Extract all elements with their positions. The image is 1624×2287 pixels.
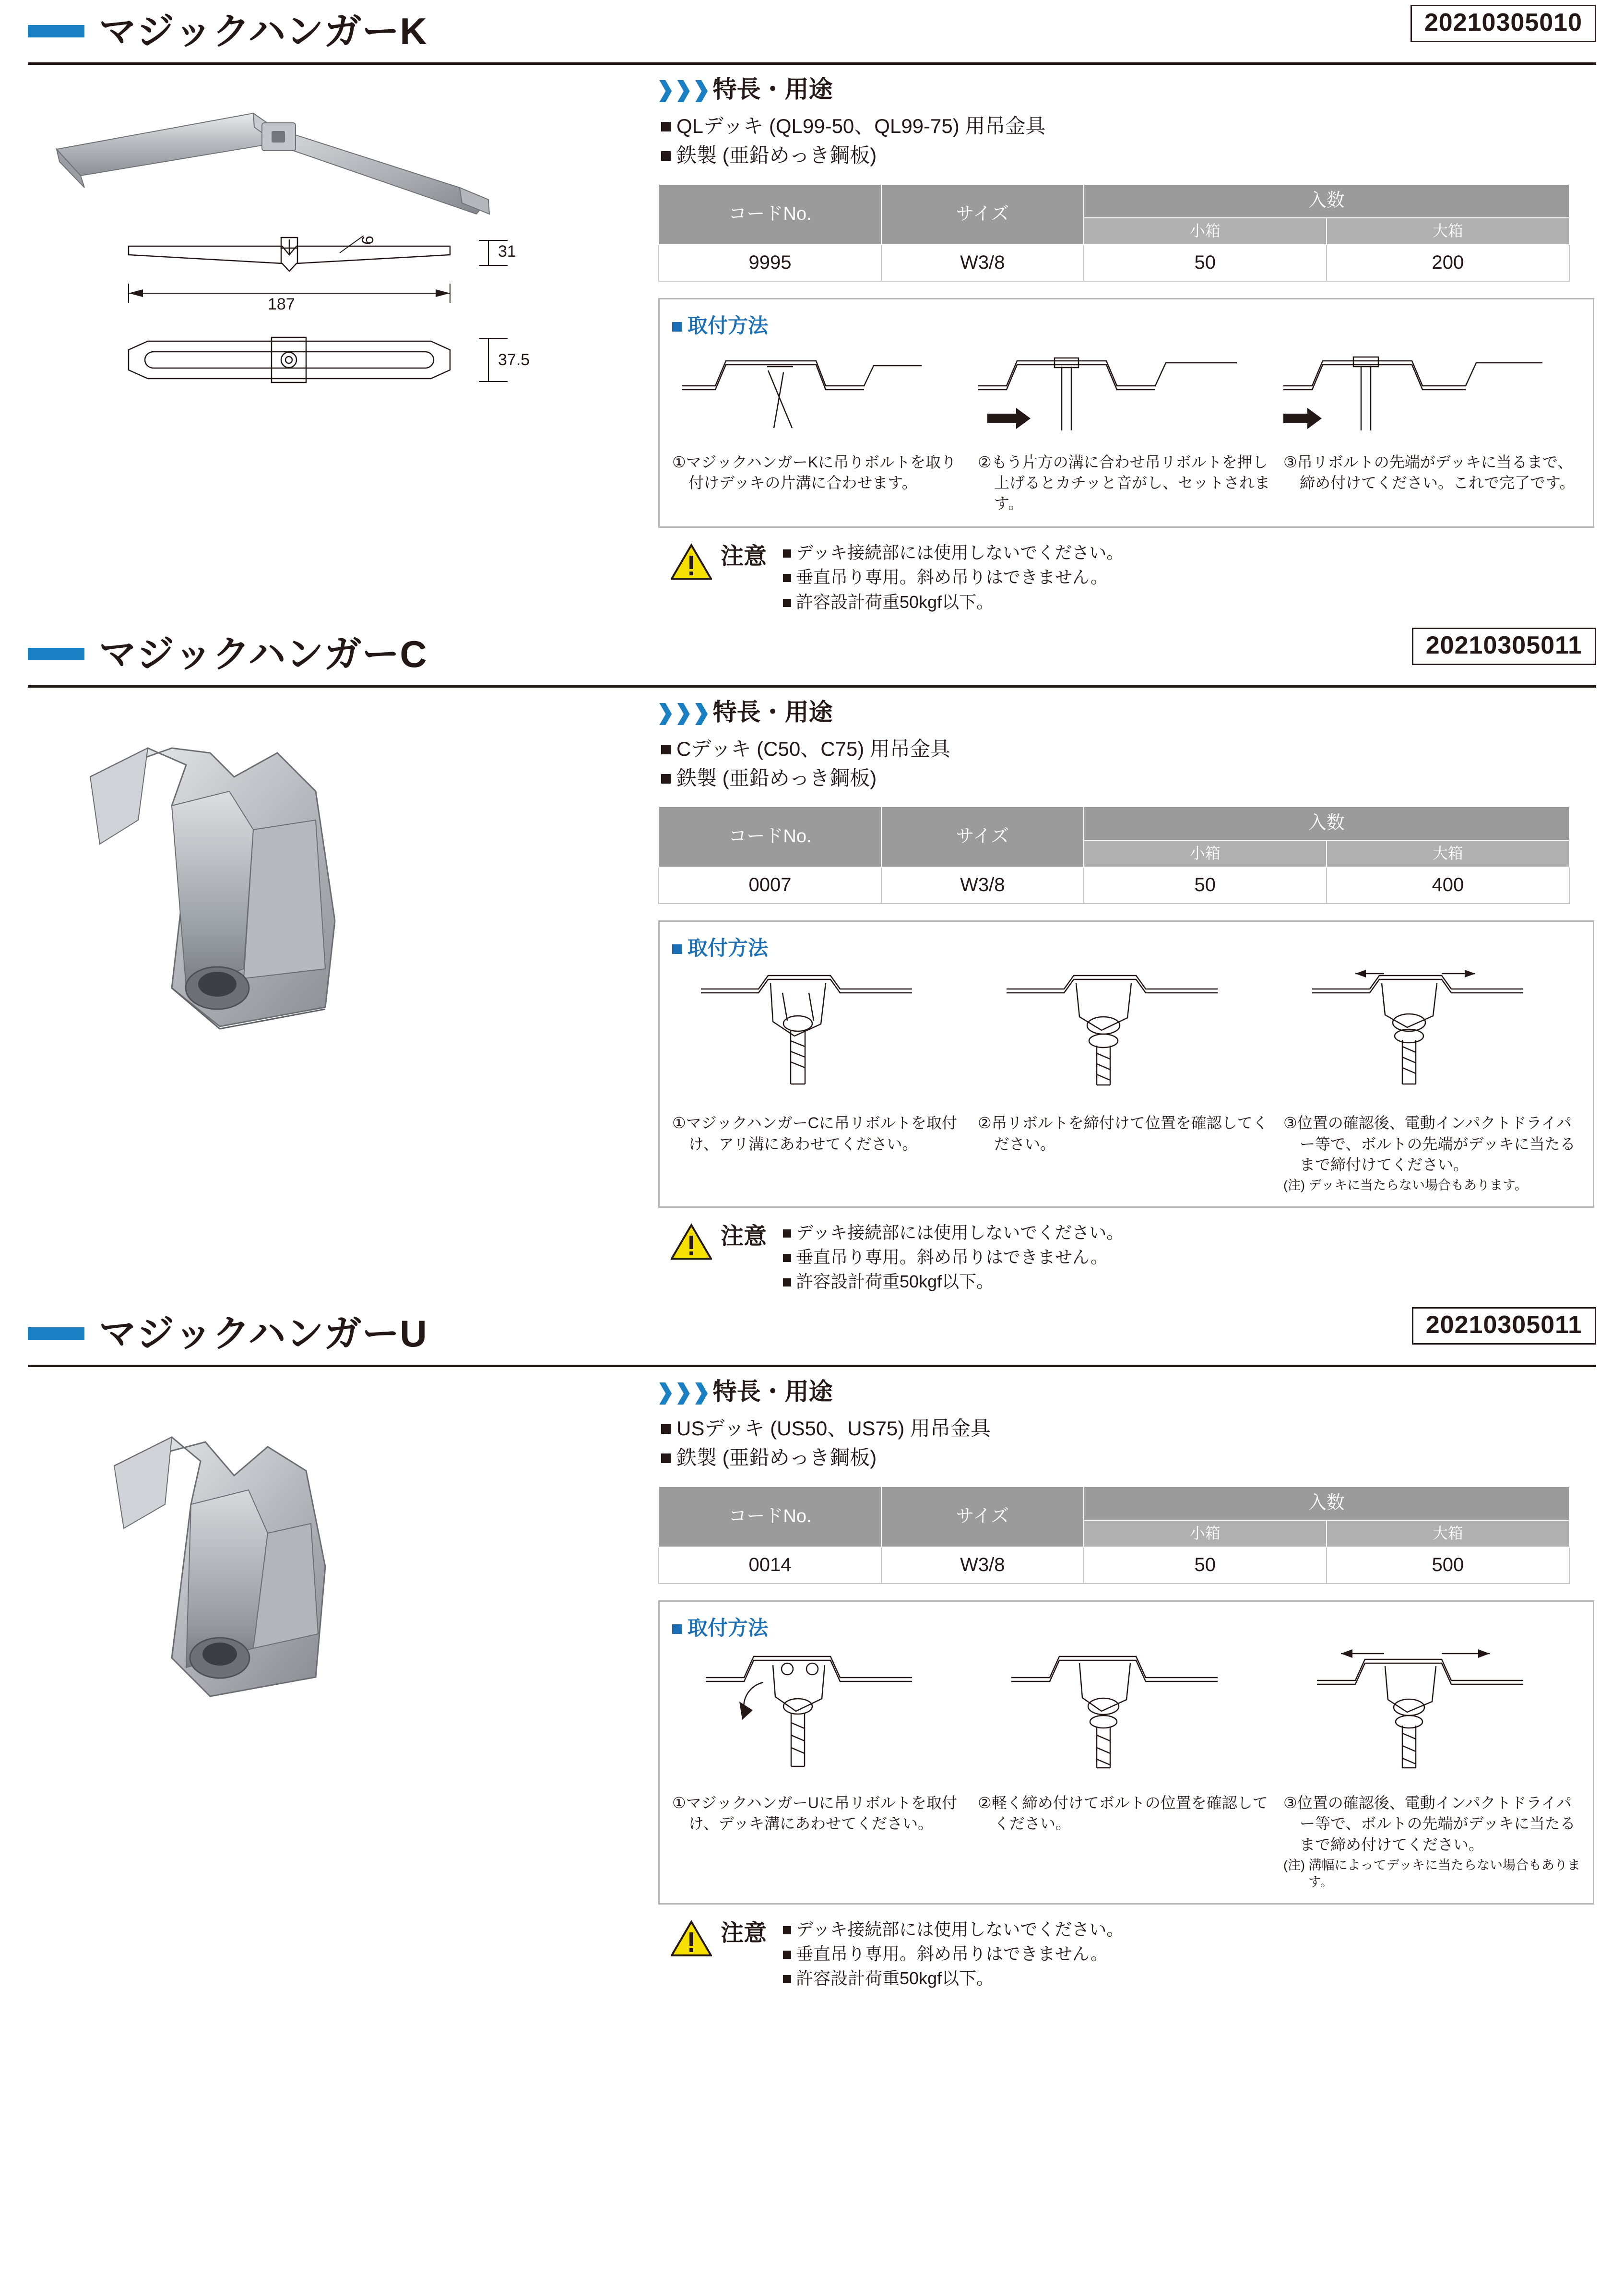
bullet-square-icon bbox=[661, 774, 671, 784]
caution-label: 注意 bbox=[721, 544, 767, 570]
list-item bbox=[783, 1942, 1124, 1966]
list-item bbox=[783, 565, 1124, 589]
th-size: サイズ bbox=[881, 1487, 1084, 1547]
caution-list bbox=[783, 1917, 1124, 1990]
bullet-square-icon bbox=[661, 1453, 671, 1463]
bullet-square-icon bbox=[661, 1424, 671, 1434]
table-header-row bbox=[659, 184, 1569, 218]
step-text: ①マジックハンガーUに吊リボルトを取付け、デッキ溝にあわせてください。 bbox=[672, 1794, 957, 1833]
th-size: サイズ bbox=[881, 807, 1084, 867]
step-diagram bbox=[672, 342, 969, 452]
feature-heading-label: 特長・用途 bbox=[712, 698, 833, 726]
dim-width-label: 187 bbox=[268, 295, 295, 313]
section-body bbox=[28, 688, 1596, 1303]
bullet-square-icon bbox=[783, 1278, 791, 1286]
feature-text: USデッキ (US50、US75) 用吊金具 bbox=[676, 1417, 991, 1440]
caution-text: 垂直吊り専用。斜め吊りはできません。 bbox=[796, 1944, 1108, 1964]
td-size: W3/8 bbox=[881, 245, 1084, 281]
th-small-box: 小箱 bbox=[1084, 840, 1327, 867]
th-small-box: 小箱 bbox=[1084, 1520, 1327, 1547]
th-small-box: 小箱 bbox=[1084, 218, 1327, 245]
feature-text: QLデッキ (QL99-50、QL99-75) 用吊金具 bbox=[676, 115, 1046, 137]
td-size: W3/8 bbox=[881, 1547, 1084, 1584]
product-details bbox=[652, 700, 1596, 1303]
td-small-box: 50 bbox=[1084, 245, 1327, 281]
section-header bbox=[28, 1302, 1596, 1365]
page-title: マジックハンガーK bbox=[99, 10, 427, 52]
bullet-square-icon bbox=[783, 1975, 791, 1983]
th-code-no: コードNo. bbox=[659, 807, 881, 867]
installation-box bbox=[658, 1600, 1594, 1905]
step-diagram bbox=[978, 342, 1275, 452]
step-diagram bbox=[1283, 342, 1580, 452]
dim-thickness-label: 6 bbox=[358, 236, 377, 245]
bullet-square-icon bbox=[783, 599, 791, 607]
caution-text: デッキ接続部には使用しないでください。 bbox=[796, 543, 1124, 563]
caution-list bbox=[783, 1220, 1124, 1294]
caution-block bbox=[658, 1220, 1594, 1302]
warning-icon bbox=[671, 543, 712, 581]
product-photo-c bbox=[28, 700, 652, 1113]
dimension-drawing-side bbox=[28, 236, 652, 346]
feature-text: 鉄製 (亜鉛めっき鋼板) bbox=[676, 1446, 877, 1469]
dimension-drawing-top bbox=[28, 335, 652, 422]
step-diagram bbox=[1283, 1644, 1580, 1793]
bullet-square-icon bbox=[661, 122, 671, 131]
th-quantity: 入数 bbox=[1084, 184, 1569, 218]
caution-label: 注意 bbox=[721, 1224, 767, 1250]
installation-title-label: 取付方法 bbox=[688, 1617, 769, 1640]
list-item bbox=[658, 735, 1594, 764]
accent-bar-icon bbox=[28, 25, 84, 37]
product-code-badge: 20210305011 bbox=[1412, 628, 1596, 665]
list-item bbox=[658, 764, 1594, 793]
caution-text: 垂直吊り専用。斜め吊りはできません。 bbox=[796, 567, 1108, 587]
td-small-box: 50 bbox=[1084, 867, 1327, 904]
list-item bbox=[658, 1443, 1594, 1473]
caution-text: 垂直吊り専用。斜め吊りはできません。 bbox=[796, 1247, 1108, 1267]
section-magic-hanger-k bbox=[28, 0, 1596, 623]
list-item bbox=[658, 1414, 1594, 1443]
th-large-box: 大箱 bbox=[1327, 840, 1569, 867]
step-diagram bbox=[672, 1644, 969, 1793]
step-diagram bbox=[1283, 964, 1580, 1113]
chevron-right-icon: ❱❱❱ bbox=[654, 77, 709, 102]
bullet-square-icon bbox=[672, 1624, 682, 1634]
product-code-badge: 20210305011 bbox=[1412, 1307, 1596, 1345]
bullet-square-icon bbox=[783, 1926, 791, 1934]
chevron-right-icon: ❱❱❱ bbox=[654, 699, 709, 725]
list-item bbox=[783, 1220, 1124, 1245]
th-code-no: コードNo. bbox=[659, 1487, 881, 1547]
bullet-square-icon bbox=[672, 322, 682, 332]
table-row bbox=[659, 867, 1569, 904]
step-1 bbox=[672, 964, 969, 1194]
feature-heading bbox=[654, 698, 1594, 726]
section-body bbox=[28, 1367, 1596, 1999]
product-visuals bbox=[28, 1380, 652, 1999]
feature-list bbox=[658, 112, 1594, 170]
caution-text: デッキ接続部には使用しないでください。 bbox=[796, 1919, 1124, 1939]
installation-title-label: 取付方法 bbox=[688, 314, 769, 337]
feature-text: Cデッキ (C50、C75) 用吊金具 bbox=[676, 737, 950, 760]
installation-steps bbox=[672, 342, 1580, 514]
td-code-no: 0007 bbox=[659, 867, 881, 904]
th-quantity: 入数 bbox=[1084, 1487, 1569, 1520]
list-item bbox=[783, 1917, 1124, 1942]
step-3 bbox=[1283, 342, 1580, 514]
step-2 bbox=[978, 342, 1275, 514]
caution-text: 許容設計荷重50kgf以下。 bbox=[796, 1968, 994, 1989]
list-item bbox=[658, 141, 1594, 170]
product-visuals bbox=[28, 77, 652, 623]
step-diagram bbox=[672, 964, 969, 1113]
bullet-square-icon bbox=[672, 944, 682, 954]
step-2 bbox=[978, 964, 1275, 1194]
feature-text: 鉄製 (亜鉛めっき鋼板) bbox=[676, 143, 877, 167]
th-quantity: 入数 bbox=[1084, 807, 1569, 840]
th-size: サイズ bbox=[881, 184, 1084, 245]
spec-table bbox=[658, 184, 1570, 282]
section-header bbox=[28, 0, 1596, 62]
feature-text: 鉄製 (亜鉛めっき鋼板) bbox=[676, 766, 877, 789]
td-code-no: 9995 bbox=[659, 245, 881, 281]
table-header-row bbox=[659, 1487, 1569, 1520]
page-title: マジックハンガーC bbox=[99, 632, 427, 675]
bullet-square-icon bbox=[783, 1951, 791, 1959]
step-3 bbox=[1283, 1644, 1580, 1891]
list-item bbox=[658, 112, 1594, 141]
th-large-box: 大箱 bbox=[1327, 218, 1569, 245]
section-body bbox=[28, 65, 1596, 623]
td-size: W3/8 bbox=[881, 867, 1084, 904]
bullet-square-icon bbox=[783, 574, 791, 582]
dim-depth-label: 37.5 bbox=[498, 351, 530, 369]
step-note: (注) 溝幅によってデッキに当たらない場合もあります。 bbox=[1283, 1858, 1580, 1889]
section-magic-hanger-u bbox=[28, 1302, 1596, 1999]
dim-height-label: 31 bbox=[498, 242, 516, 261]
product-details bbox=[652, 77, 1596, 623]
table-header-row bbox=[659, 807, 1569, 840]
product-code-badge: 20210305010 bbox=[1411, 5, 1596, 42]
bullet-square-icon bbox=[783, 1229, 791, 1238]
list-item bbox=[783, 540, 1124, 565]
feature-heading-label: 特長・用途 bbox=[712, 1378, 833, 1406]
installation-steps bbox=[672, 1644, 1580, 1891]
product-visuals bbox=[28, 700, 652, 1303]
installation-title bbox=[672, 310, 1580, 339]
caution-list bbox=[783, 540, 1124, 614]
table-row bbox=[659, 1547, 1569, 1584]
step-note: (注) デッキに当たらない場合もあります。 bbox=[1283, 1178, 1528, 1193]
step-diagram bbox=[978, 1644, 1275, 1793]
caution-block bbox=[658, 1917, 1594, 1999]
td-large-box: 400 bbox=[1327, 867, 1569, 904]
caution-text: 許容設計荷重50kgf以下。 bbox=[796, 592, 994, 612]
step-text: ③位置の確認後、電動インパクトドライパー等で、ボルトの先端がデッキに当たるまで締め付けてください。 bbox=[1283, 1794, 1576, 1853]
feature-heading-label: 特長・用途 bbox=[712, 76, 833, 103]
bullet-square-icon bbox=[661, 151, 671, 161]
installation-title bbox=[672, 932, 1580, 961]
installation-title bbox=[672, 1612, 1580, 1641]
step-text: ②吊リボルトを締付けて位置を確認してください。 bbox=[978, 1114, 1268, 1153]
step-text: ①マジックハンガーCに吊リボルトを取付け、アリ溝にあわせてください。 bbox=[672, 1114, 957, 1153]
accent-bar-icon bbox=[28, 1327, 84, 1340]
step-diagram bbox=[978, 964, 1275, 1113]
chevron-right-icon: ❱❱❱ bbox=[654, 1379, 709, 1405]
section-header bbox=[28, 623, 1596, 685]
feature-list bbox=[658, 1414, 1594, 1473]
td-small-box: 50 bbox=[1084, 1547, 1327, 1584]
th-large-box: 大箱 bbox=[1327, 1520, 1569, 1547]
step-text: ①マジックハンガーKに吊りボルトを取り付けデッキの片溝に合わせます。 bbox=[672, 453, 957, 491]
caution-text: デッキ接続部には使用しないでください。 bbox=[796, 1223, 1124, 1243]
td-large-box: 500 bbox=[1327, 1547, 1569, 1584]
installation-box bbox=[658, 920, 1594, 1208]
list-item bbox=[783, 1269, 1124, 1294]
step-text: ②もう片方の溝に合わせ吊リボルトを押し上げるとカチッと音がし、セットされます。 bbox=[978, 453, 1270, 512]
installation-steps bbox=[672, 964, 1580, 1194]
td-code-no: 0014 bbox=[659, 1547, 881, 1584]
spec-table bbox=[658, 1486, 1570, 1584]
caution-text: 許容設計荷重50kgf以下。 bbox=[796, 1272, 994, 1292]
th-code-no: コードNo. bbox=[659, 184, 881, 245]
spec-table bbox=[658, 806, 1570, 904]
list-item bbox=[783, 1245, 1124, 1269]
caution-label: 注意 bbox=[721, 1920, 767, 1946]
product-photo-k bbox=[28, 77, 652, 236]
feature-heading bbox=[654, 1378, 1594, 1406]
table-row bbox=[659, 245, 1569, 281]
step-1 bbox=[672, 1644, 969, 1891]
feature-list bbox=[658, 735, 1594, 793]
installation-box bbox=[658, 298, 1594, 528]
feature-heading bbox=[654, 76, 1594, 103]
section-magic-hanger-c bbox=[28, 623, 1596, 1303]
td-large-box: 200 bbox=[1327, 245, 1569, 281]
step-1 bbox=[672, 342, 969, 514]
bullet-square-icon bbox=[783, 549, 791, 558]
step-3 bbox=[1283, 964, 1580, 1194]
warning-icon bbox=[671, 1223, 712, 1261]
bullet-square-icon bbox=[783, 1254, 791, 1262]
installation-title-label: 取付方法 bbox=[688, 937, 769, 960]
accent-bar-icon bbox=[28, 648, 84, 660]
list-item bbox=[783, 590, 1124, 614]
product-photo-u bbox=[28, 1380, 652, 1773]
bullet-square-icon bbox=[661, 745, 671, 754]
step-text: ②軽く締め付けてボルトの位置を確認してください。 bbox=[978, 1794, 1268, 1833]
caution-block bbox=[658, 540, 1594, 622]
warning-icon bbox=[671, 1920, 712, 1957]
page-title: マジックハンガーU bbox=[99, 1312, 427, 1355]
step-text: ③位置の確認後、電動インパクトドライパー等で、ボルトの先端がデッキに当たるまで締付けてください。 bbox=[1283, 1114, 1576, 1173]
product-details bbox=[652, 1380, 1596, 1999]
list-item bbox=[783, 1966, 1124, 1990]
step-2 bbox=[978, 1644, 1275, 1891]
step-text: ③吊リボルトの先端がデッキに当るまで、締め付けてください。これで完了です。 bbox=[1283, 453, 1575, 491]
